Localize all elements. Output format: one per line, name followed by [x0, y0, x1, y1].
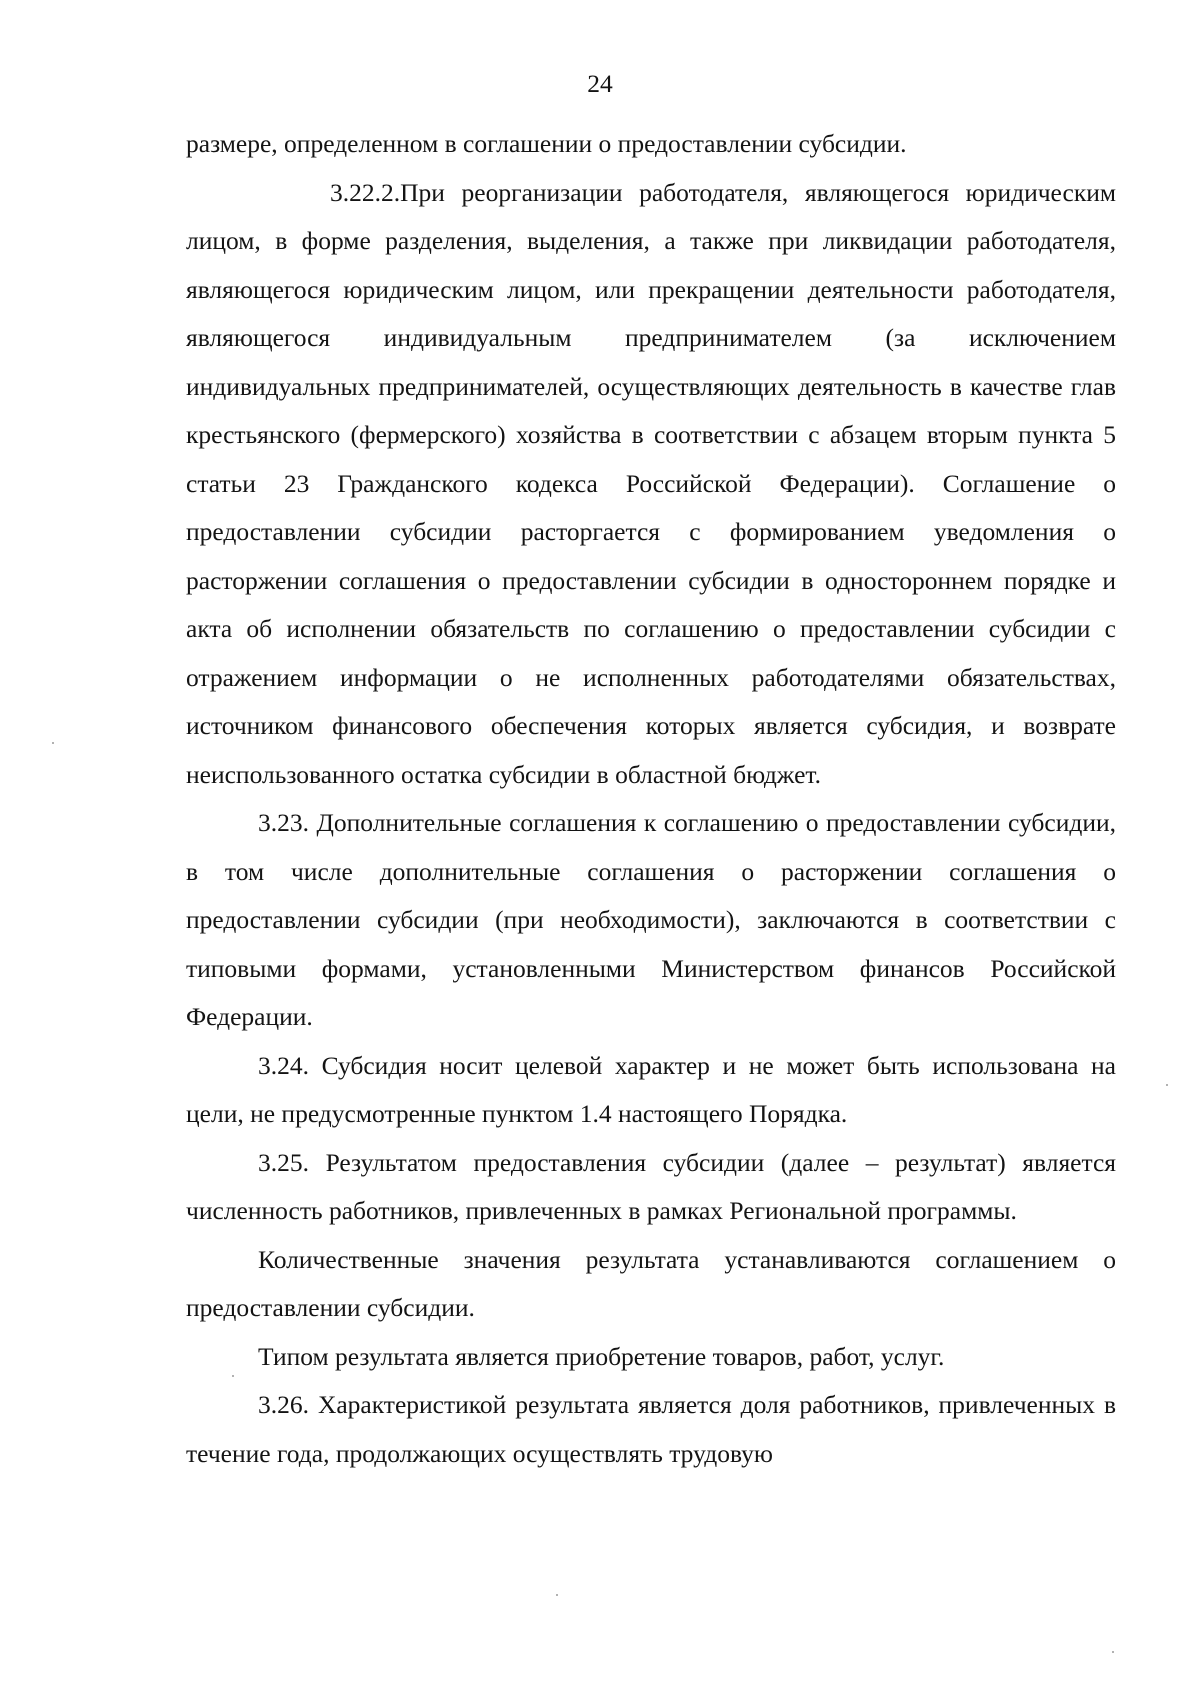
paragraph-result-values: Количественные значения результата устанавливаются соглашением о предоставлении субсидии.	[186, 1244, 1116, 1322]
scan-speck	[232, 1375, 234, 1377]
document-body	[186, 120, 1116, 1478]
scan-speck	[52, 742, 54, 744]
scan-speck	[1112, 1651, 1114, 1653]
paragraph-result-type: Типом результата является приобретение товаров, работ, услуг.	[258, 1341, 945, 1371]
paragraph-3-23: 3.23. Дополнительные соглашения к соглашению о предоставлении субсидии, в том числе дополнительные соглашения о расторжении соглашения о предоставлении субсидии (при необходимости), заключаются в соответствии с типовыми формами, установленными Министерством финансов Российской Федерации.	[186, 808, 1116, 1031]
paragraph-continuation: размере, определенном в соглашении о предоставлении субсидии.	[186, 129, 907, 158]
paragraph-text: При реорганизации работодателя, являющегося юридическим лицом, в форме разделения, выделения, а также при ликвидации работодателя, являющегося юридическим лицом, или прекращении деятельности работодателя, являющегося индивидуальным предпринимателем (за исключением индивидуальных предпринимателей, осуществляющих деятельность в качестве глав крестьянского (фермерского) хозяйства в соответствии с абзацем вторым пункта 5 статьи 23 Гражданского кодекса Российской Федерации). Соглашение о предоставлении субсидии расторгается с формированием уведомления о расторжении соглашения о предоставлении субсидии в одностороннем порядке и акта об исполнении обязательств по соглашению о предоставлении субсидии с отражением информации о не исполненных работодателями обязательствах, источником финансового обеспечения которых является субсидия, и возврате неиспользованного остатка субсидии в областной бюджет.	[186, 177, 1116, 789]
page-number: 24	[587, 69, 613, 98]
paragraph-3-24: 3.24. Субсидия носит целевой характер и не может быть использована на цели, не предусмотренные пунктом 1.4 настоящего Порядка.	[186, 1050, 1116, 1128]
scan-speck	[556, 1594, 558, 1596]
scan-speck	[1166, 1084, 1168, 1086]
paragraph-3-22-2	[186, 169, 1116, 800]
clause-number: 3.22.2.	[330, 177, 401, 207]
paragraph-3-25: 3.25. Результатом предоставления субсидии (далее – результат) является численность работников, привлеченных в рамках Региональной программы.	[186, 1147, 1116, 1225]
paragraph-3-26: 3.26. Характеристикой результата является доля работников, привлеченных в течение года, продолжающих осуществлять трудовую	[186, 1390, 1116, 1468]
